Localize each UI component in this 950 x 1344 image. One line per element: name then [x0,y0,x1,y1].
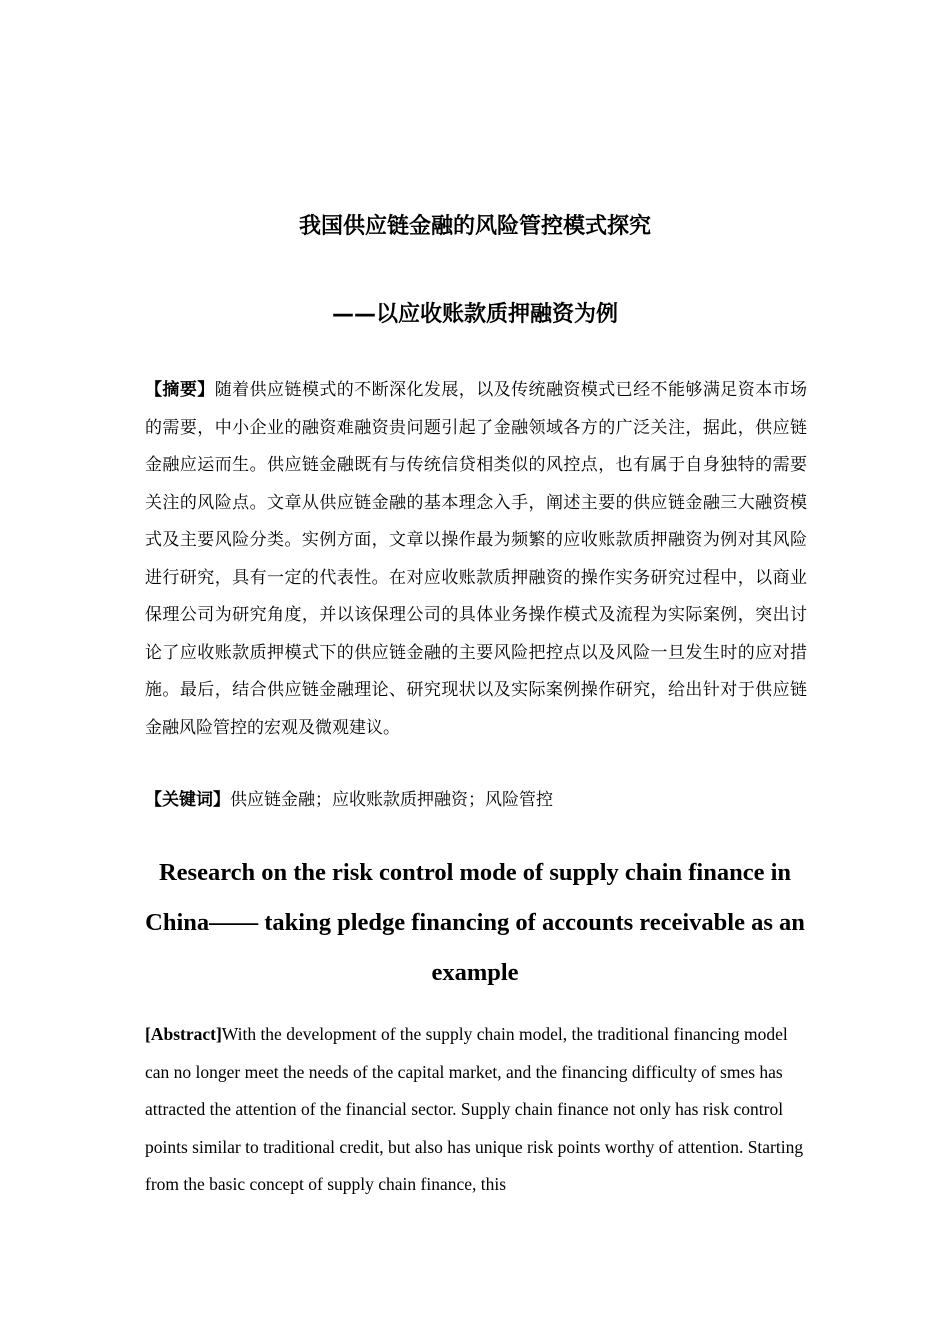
abstract-en-label: [Abstract] [145,1024,222,1044]
page-title: 我国供应链金融的风险管控模式探究 [298,214,651,239]
keywords-cn-label: 【关键词】 [145,790,230,810]
abstract-en-text: With the development of the supply chain model, the traditional financing model can no longer meet the needs of the capital market, and the financing difficulty of smes has attracted the attention of the financial sector. Supply chain finance not only has risk control points similar to traditional credit, but also has unique risk points worthy of attention. Starting from the basic concept of supply chain finance, this [145,1024,804,1194]
keywords-cn-paragraph [145,782,807,820]
abstract-cn-label: 【摘要】 [145,380,215,400]
keywords-cn-text: 供应链金融；应收账款质押融资；风险管控 [230,790,553,810]
english-title: Research on the risk control mode of supply chain finance in China—— taking pledge financing of accounts receivable as an example [145,859,805,986]
page-subtitle: ——以应收账款质押融资为例 [331,302,618,327]
abstract-en-paragraph [145,1016,807,1204]
abstract-cn-text: 随着供应链模式的不断深化发展，以及传统融资模式已经不能够满足资本市场的需要，中小企业的融资难融资贵问题引起了金融领域各方的广泛关注，据此，供应链金融应运而生。供应链金融既有与传统信贷相类似的风控点，也有属于自身独特的需要关注的风险点。文章从供应链金融的基本理念入手，阐述主要的供应链金融三大融资模式及主要风险分类。实例方面，文章以操作最为频繁的应收账款质押融资为例对其风险进行研究，具有一定的代表性。在对应收账款质押融资的操作实务研究过程中，以商业保理公司为研究角度，并以该保理公司的具体业务操作模式及流程为实际案例，突出讨论了应收账款质押模式下的供应链金融的主要风险把控点以及风险一旦发生时的应对措施。最后，结合供应链金融理论、研究现状以及实际案例操作研究，给出针对于供应链金融风险管控的宏观及微观建议。 [145,380,808,738]
abstract-cn-paragraph [145,372,807,747]
